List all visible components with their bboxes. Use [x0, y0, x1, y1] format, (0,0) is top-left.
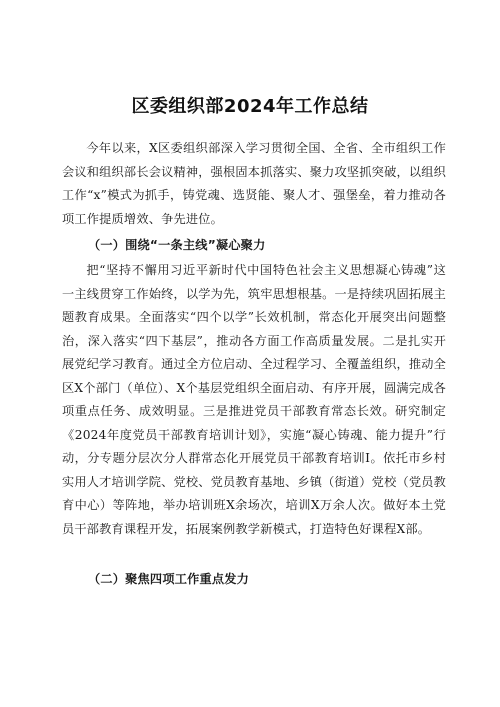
document-title: 区委组织部2024年工作总结 — [131, 96, 369, 117]
intro-paragraph: 今年以来，X区委组织部深入学习贯彻全国、全省、全市组织工作会议和组织部长会议精神，强根固本抓落实、聚力攻坚抓突破，以组织工作“x”模式为抓手，铸党魂、选贤能、聚人才、强堡垒，着力推动各项工作提质增效、争先进位。 — [62, 141, 447, 226]
section-1-heading: （一）围绕“一条主线”凝心聚力 — [88, 238, 266, 252]
section-1-paragraph: 把“坚持不懈用习近平新时代中国特色社会主义思想凝心铸魂”这一主线贯穿工作始终，以学为先，筑牢思想根基。一是持续巩固拓展主题教育成果。全面落实“四个以学”长效机制，常态化开展突出问题整治，深入落实“四下基层”，推动各方面工作高质量发展。二是扎实开展党纪学习教育。通过全方位启动、全过程学习、全覆盖组织，推动全区X个部门（单位）、X个基层党组织全面启动、有序开展，圆满完成各项重点任务、成效明显。三是推进党员干部教育常态长效。研究制定《2024年度党员干部教育培训计划》，实施“凝心铸魂、能力提升”行动，分专题分层次分人群常态化开展党员干部教育培训I。依托市乡村实用人才培训学院、党校、党员教育基地、乡镇（街道）党校（党员教育中心）等阵地，举办培训班X余场次，培训X万余人次。做好本土党员干部教育课程开发，拓展案例教学新模式，打造特色好课程X部。 — [62, 263, 447, 536]
section-2-heading: （二）聚焦四项工作重点发力 — [88, 572, 250, 586]
